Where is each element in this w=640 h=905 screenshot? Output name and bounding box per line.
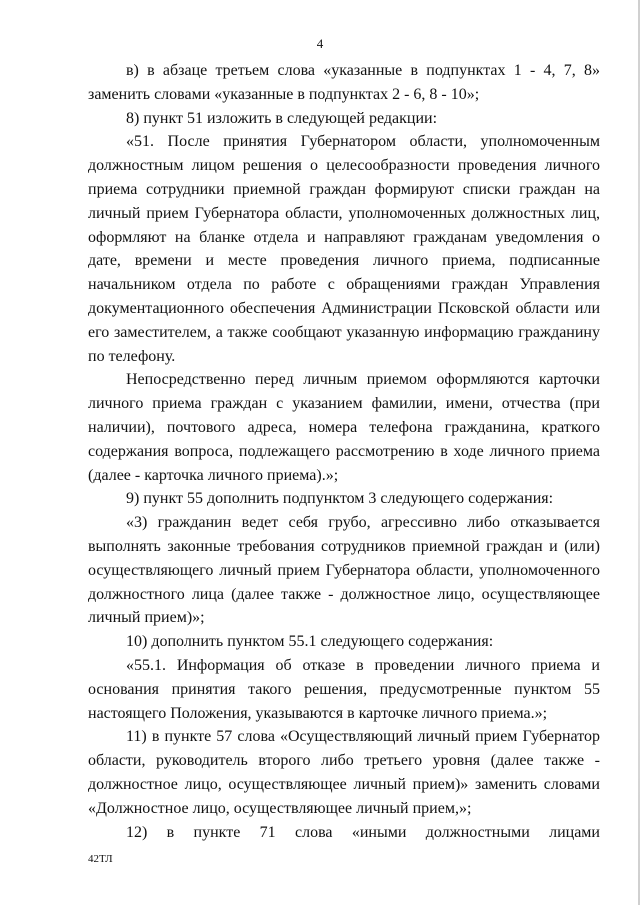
document-code: 42ТЛ [88,853,113,865]
paragraph-point-51: «51. После принятия Губернатором области, уполномоченным должностным лицом решения о целесообразности проведения личного приема сотрудники приемной граждан формируют списки граждан на личный прием Губернатора области, уполномоченных должностных лиц, оформляют на бланке отдела и направляют гражданам уведомления о дате, времени и месте проведения личного приема, подписанные начальником отдела по работе с обращениями граждан Управления документационного обеспечения Администрации Псковской области или его заместителем, а также сообщают указанную информацию гражданину по телефону. [88,133,600,365]
paragraph-point-51-cont: Непосредственно перед личным приемом оформляются карточки личного приема граждан с указанием фамилии, имени, отчества (при наличии), почтового адреса, номера телефона гражданина, краткого содержания вопроса, подлежащего рассмотрению в ходе личного приема (далее - карточка личного приема).»; [88,371,600,484]
paragraph-point-55-1: «55.1. Информация об отказе в проведении личного приема и основания принятия такого решения, предусмотренные пунктом 55 настоящего Положения, указываются в карточке личного приема.»; [88,656,600,722]
page-number: 4 [316,36,324,51]
paragraph-3v: в) в абзаце третьем слова «указанные в подпунктах 1 - 4, 7, 8» заменить словами «указанные в подпунктах 2 - 6, 8 - 10»; [88,62,600,103]
paragraph-item-8: 8) пункт 51 изложить в следующей редакции: [126,109,438,127]
document-body [88,59,600,844]
paragraph-item-9: 9) пункт 55 дополнить подпунктом 3 следующего содержания: [126,490,554,508]
paragraph-subpoint-3: «3) гражданин ведет себя грубо, агрессивно либо отказывается выполнять законные требования сотрудников приемной граждан и (или) осуществляющего личный прием Губернатора области, уполномоченного должностного лица (далее также - должностное лицо, осуществляющее личный прием)»; [88,514,600,627]
paragraph-item-12: 12) в пункте 71 слова «иными должностными лицами [126,823,600,841]
paragraph-item-11: 11) в пункте 57 слова «Осуществляющий личный прием Губернатор области, руководитель второго либо третьего уровня (далее также - должностное лицо, осуществляющее личный прием)» заменить словами «Должностное лицо, осуществляющее личный прием,»; [88,728,600,817]
paragraph-item-10: 10) дополнить пунктом 55.1 следующего содержания: [126,633,494,651]
